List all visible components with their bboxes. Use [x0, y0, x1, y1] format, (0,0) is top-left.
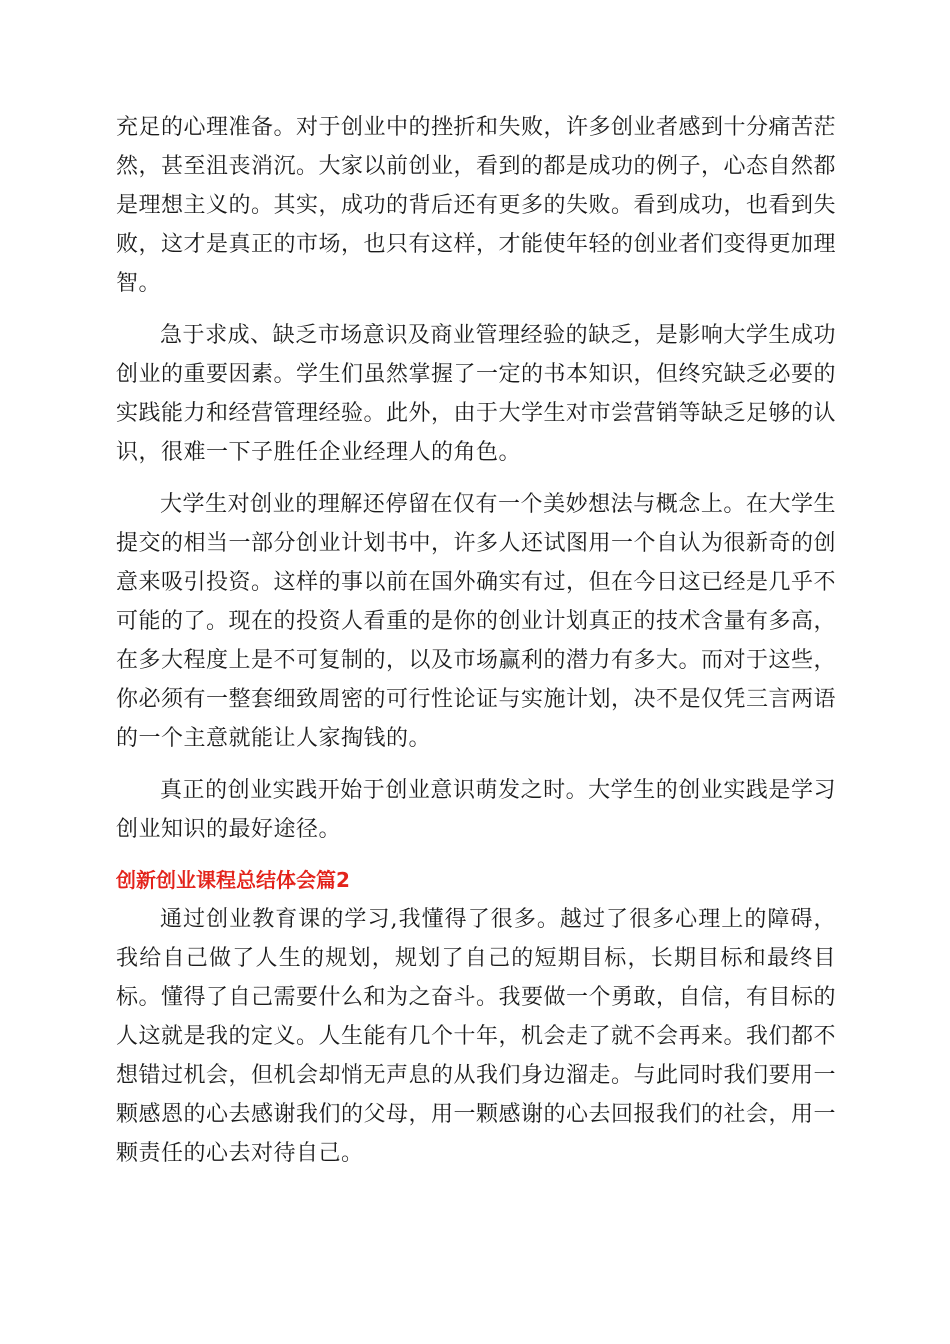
paragraph-course-summary: 通过创业教育课的学习,我懂得了很多。越过了很多心理上的障碍，我给自己做了人生的规划，规划了自己的短期目标，长期目标和最终目标。懂得了自己需要什么和为之奋斗。我要做一个勇敢，自信，有目标的人这就是我的定义。人生能有几个十年，机会走了就不会再来。我们都不想错过机会，但机会却悄无声息的从我们身边溜走。与此同时我们要用一颗感恩的心去感谢我们的父母，用一颗感谢的心去回报我们的社会，用一颗责任的心去对待自己。: [116, 907, 837, 1166]
document-page: [116, 108, 836, 1173]
paragraph-understanding: 大学生对创业的理解还停留在仅有一个美妙想法与概念上。在大学生提交的相当一部分创业计划书中，许多人还试图用一个自认为很新奇的创意来吸引投资。这样的事以前在国外确实有过，但在今日这已经是几乎不可能的了。现在的投资人看重的是你的创业计划真正的技术含量有多高，在多大程度上是不可复制的，以及市场赢利的潜力有多大。而对于这些，你必须有一整套细致周密的可行性论证与实施计划，决不是仅凭三言两语的一个主意就能让人家掏钱的。: [116, 492, 837, 751]
paragraph-hasty-success: 急于求成、缺乏市场意识及商业管理经验的缺乏，是影响大学生成功创业的重要因素。学生们虽然掌握了一定的书本知识，但终究缺乏必要的实践能力和经营管理经验。此外，由于大学生对市尝营销等缺乏足够的认识，很难一下子胜任企业经理人的角色。: [116, 323, 837, 465]
section-heading: 创新创业课程总结体会篇2: [116, 868, 350, 892]
paragraph-practice: 真正的创业实践开始于创业意识萌发之时。大学生的创业实践是学习创业知识的最好途径。: [116, 778, 836, 842]
paragraph-continuation: 充足的心理准备。对于创业中的挫折和失败，许多创业者感到十分痛苦茫然，甚至沮丧消沉。大家以前创业，看到的都是成功的例子，心态自然都是理想主义的。其实，成功的背后还有更多的失败。看到成功，也看到失败，这才是真正的市场，也只有这样，才能使年轻的创业者们变得更加理智。: [116, 115, 837, 296]
